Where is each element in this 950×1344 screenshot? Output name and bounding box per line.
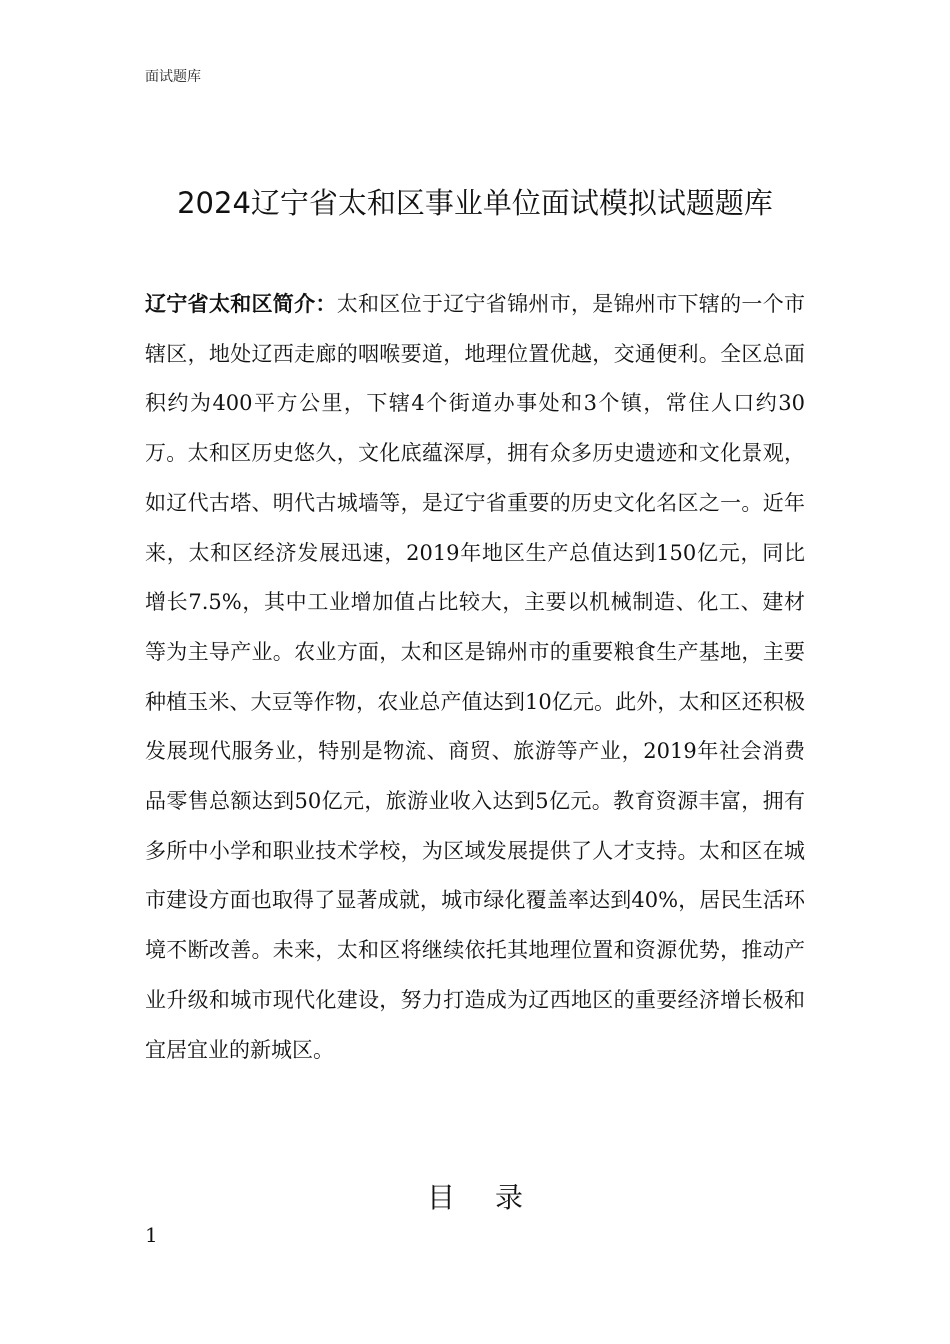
intro-lead: 辽宁省太和区简介： <box>145 292 337 316</box>
toc-heading: 目录 <box>426 1181 563 1214</box>
intro-body: 太和区位于辽宁省锦州市，是锦州市下辖的一个市辖区，地处辽西走廊的咽喉要道，地理位置优越，交通便利。全区总面积约为400平方公里，下辖4个街道办事处和3个镇，常住人口约30万。太和区历史悠久，文化底蕴深厚，拥有众多历史遗迹和文化景观，如辽代古塔、明代古城墙等，是辽宁省重要的历史文化名区之一。近年来，太和区经济发展迅速，2019年地区生产总值达到150亿元，同比增长7.5%，其中工业增加值占比较大，主要以机械制造、化工、建材等为主导产业。农业方面，太和区是锦州市的重要粮食生产基地，主要种植玉米、大豆等作物，农业总产值达到10亿元。此外，太和区还积极发展现代服务业，特别是物流、商贸、旅游等产业，2019年社会消费品零售总额达到50亿元，旅游业收入达到5亿元。教育资源丰富，拥有多所中小学和职业技术学校，为区域发展提供了人才支持。太和区在城市建设方面也取得了显著成就，城市绿化覆盖率达到40%，居民生活环境不断改善。未来，太和区将继续依托其地理位置和资源优势，推动产业升级和城市现代化建设，努力打造成为辽西地区的重要经济增长极和宜居宜业的新城区。 <box>145 292 806 1062</box>
running-header: 面试题库 <box>145 69 201 85</box>
intro-paragraph <box>145 280 805 1075</box>
document-title: 2024辽宁省太和区事业单位面试模拟试题题库 <box>177 186 773 220</box>
page-number: 1 <box>145 1223 158 1247</box>
